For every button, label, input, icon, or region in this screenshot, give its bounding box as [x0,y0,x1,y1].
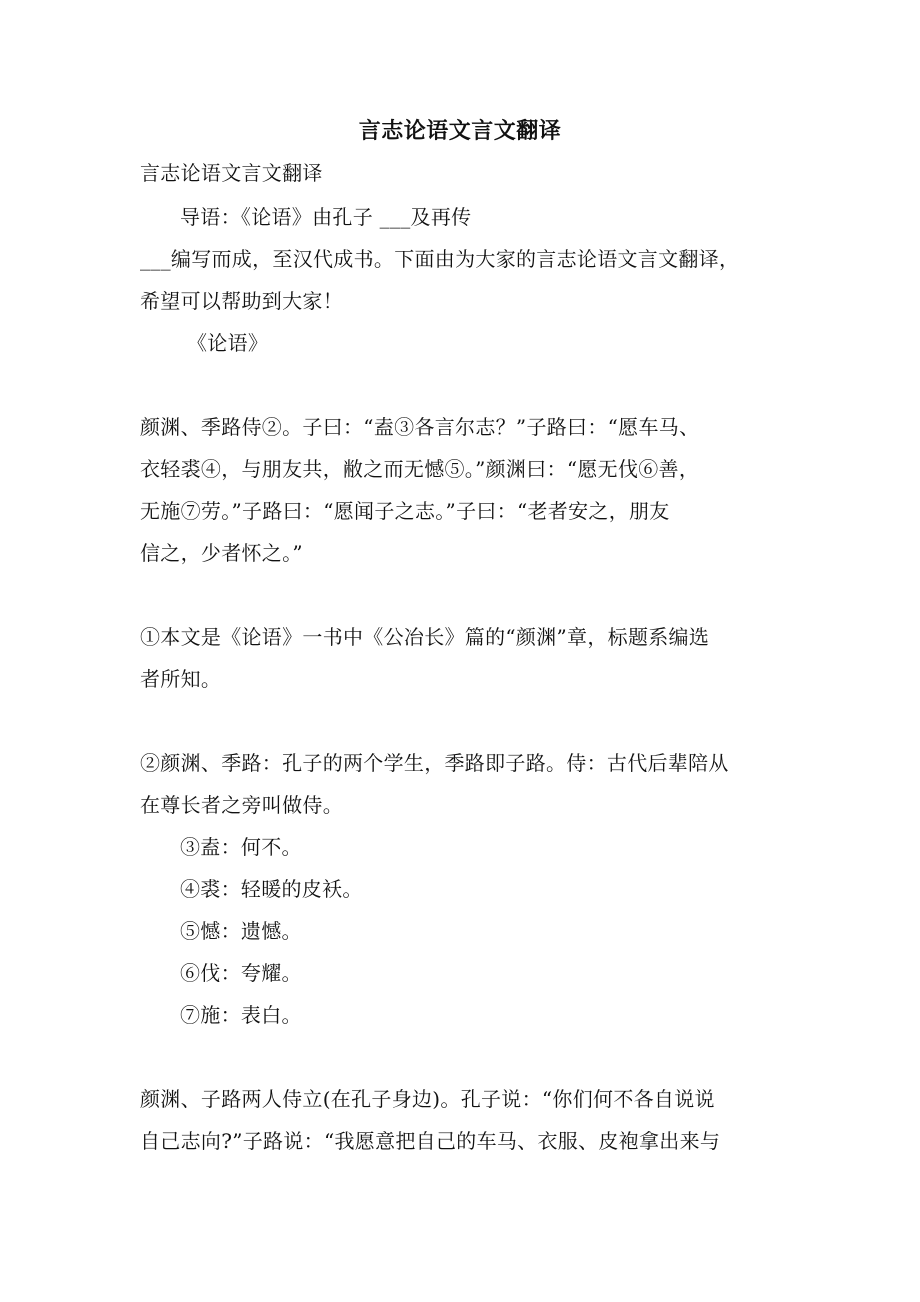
document-title: 言志论语文言文翻译 [358,118,562,144]
note-2-line-1: ②颜渊、季路：孔子的两个学生，季路即子路。侍：古代后辈陪从 [140,751,729,775]
note-5: ⑤憾：遗憾。 [180,919,302,943]
note-7: ⑦施：表白。 [180,1003,302,1027]
subtitle-line: 言志论语文言文翻译 [140,161,323,185]
section-heading-lunyu: 《论语》 [187,331,269,355]
note-1-line-1: ①本文是《论语》一书中《公冶长》篇的“颜渊”章，标题系编选 [140,625,710,649]
original-text-line-4: 信之，少者怀之。” [140,541,303,565]
note-2-line-2: 在尊长者之旁叫做侍。 [140,793,343,817]
note-3: ③盍：何不。 [180,835,302,859]
intro-line-1: 导语：《论语》由孔子 ___及再传 [180,205,472,229]
translation-line-1: 颜渊、子路两人侍立(在孔子身边)。孔子说：“你们何不各自说说 [140,1087,715,1111]
original-text-line-2: 衣轻裘④，与朋友共，敝之而无憾⑤。”颜渊曰：“愿无伐⑥善， [140,457,700,481]
intro-line-2: ___编写而成，至汉代成书。下面由为大家的言志论语文言文翻译， [140,247,740,271]
note-6: ⑥伐：夸耀。 [180,961,302,985]
note-4: ④裘：轻暖的皮袄。 [180,877,363,901]
note-1-line-2: 者所知。 [140,667,222,691]
intro-line-3: 希望可以帮助到大家！ [140,289,343,313]
original-text-line-1: 颜渊、季路侍②。子曰：“盍③各言尔志？”子路曰：“愿车马、 [140,415,700,439]
original-text-line-3: 无施⑦劳。”子路曰：“愿闻子之志。”子曰：“老者安之，朋友 [140,499,670,523]
translation-line-2: 自己志向?”子路说：“我愿意把自己的车马、衣服、皮袍拿出来与 [140,1129,721,1153]
